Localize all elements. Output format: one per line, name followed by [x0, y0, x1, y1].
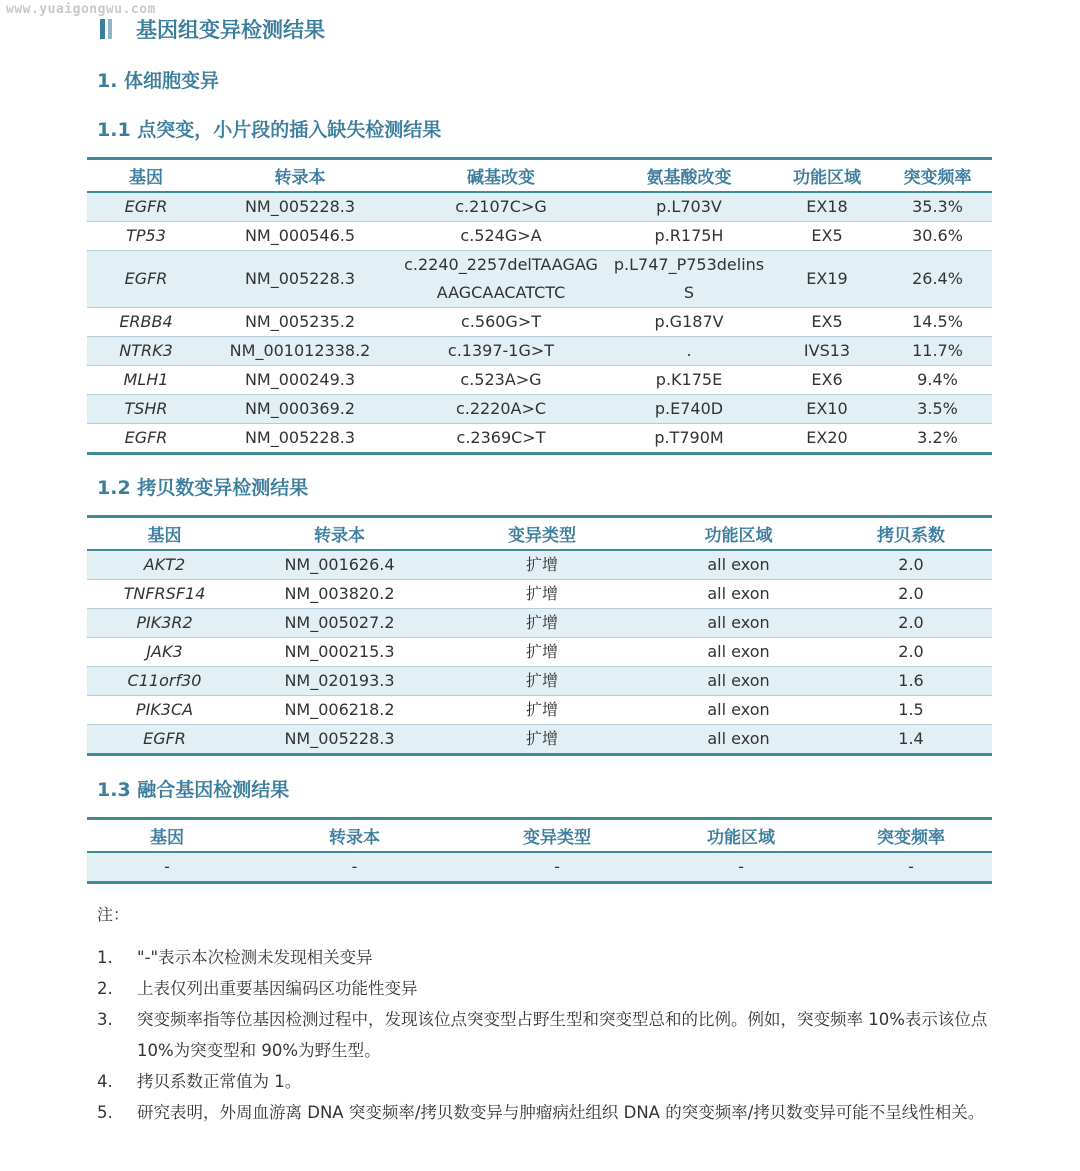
table-cell: all exon [647, 579, 830, 608]
table-row [87, 852, 992, 883]
table-cell: 2.0 [830, 637, 992, 666]
gene-cell: EGFR [87, 250, 205, 307]
note-number: 2. [97, 979, 113, 998]
column-header: 突变频率 [883, 159, 992, 192]
table-cell: . [607, 336, 771, 365]
table-cell: NM_000546.5 [205, 221, 395, 250]
table-cell: EX20 [771, 423, 883, 453]
note-item [97, 1066, 997, 1097]
table-cell: p.E740D [607, 394, 771, 423]
column-header: 氨基酸改变 [607, 159, 771, 192]
page-title [100, 14, 325, 44]
table-cell: NM_005228.3 [205, 423, 395, 453]
section-somatic-heading: 1. 体细胞变异 [97, 70, 220, 92]
table-cell: NM_000249.3 [205, 365, 395, 394]
table-cell: NM_005228.3 [242, 724, 437, 754]
table-cell: NM_000369.2 [205, 394, 395, 423]
table-cell: 1.6 [830, 666, 992, 695]
table-cell: EX5 [771, 221, 883, 250]
table-cell: 扩增 [437, 608, 647, 637]
gene-cell: TP53 [87, 221, 205, 250]
gene-cell: - [87, 852, 247, 883]
note-number: 1. [97, 948, 113, 967]
table-cell: EX10 [771, 394, 883, 423]
gene-cell: TSHR [87, 394, 205, 423]
column-header: 功能区域 [771, 159, 883, 192]
column-header: 基因 [87, 819, 247, 852]
table-cell: NM_003820.2 [242, 579, 437, 608]
table-cell: 35.3% [883, 192, 992, 222]
table-row [87, 608, 992, 637]
table-cell: p.T790M [607, 423, 771, 453]
column-header: 转录本 [247, 819, 462, 852]
table-header-row [87, 517, 992, 550]
fusion-table [87, 817, 992, 884]
table-cell: 30.6% [883, 221, 992, 250]
table-cell: EX19 [771, 250, 883, 307]
column-header: 突变频率 [830, 819, 992, 852]
table-cell: 14.5% [883, 307, 992, 336]
gene-cell: AKT2 [87, 550, 242, 580]
column-header: 拷贝系数 [830, 517, 992, 550]
note-item [97, 942, 997, 973]
table-cell: - [652, 852, 830, 883]
table-cell: c.524G>A [395, 221, 607, 250]
table-cell: 扩增 [437, 695, 647, 724]
section-fusion-heading: 1.3 融合基因检测结果 [97, 779, 290, 801]
section-cnv-heading: 1.2 拷贝数变异检测结果 [97, 477, 309, 499]
gene-cell: NTRK3 [87, 336, 205, 365]
table-cell: p.G187V [607, 307, 771, 336]
snv-indel-table [87, 157, 992, 455]
note-item [97, 1004, 997, 1066]
table-row [87, 394, 992, 423]
table-cell: NM_020193.3 [242, 666, 437, 695]
table-cell: c.1397-1G>T [395, 336, 607, 365]
table-cell: all exon [647, 637, 830, 666]
gene-cell: EGFR [87, 192, 205, 222]
table-cell: - [830, 852, 992, 883]
table-cell: 26.4% [883, 250, 992, 307]
table-cell: c.2240_2257delTAAGAG AAGCAACATCTC [395, 250, 607, 307]
table-row [87, 579, 992, 608]
table-cell: EX5 [771, 307, 883, 336]
gene-cell: PIK3CA [87, 695, 242, 724]
column-header: 基因 [87, 517, 242, 550]
gene-cell: TNFRSF14 [87, 579, 242, 608]
table-cell: NM_001012338.2 [205, 336, 395, 365]
gene-cell: ERBB4 [87, 307, 205, 336]
table-cell: all exon [647, 666, 830, 695]
note-item [97, 973, 997, 1004]
gene-cell: C11orf30 [87, 666, 242, 695]
table-row [87, 695, 992, 724]
gene-cell: JAK3 [87, 637, 242, 666]
notes-list [97, 942, 997, 1128]
table-row [87, 550, 992, 580]
table-row [87, 637, 992, 666]
table-row [87, 307, 992, 336]
note-text: "-"表示本次检测未发现相关变异 [137, 948, 373, 967]
table-cell: NM_000215.3 [242, 637, 437, 666]
table-cell: NM_006218.2 [242, 695, 437, 724]
table-row [87, 724, 992, 754]
table-cell: - [462, 852, 652, 883]
note-number: 5. [97, 1103, 113, 1122]
column-header: 碱基改变 [395, 159, 607, 192]
table-cell: NM_005027.2 [242, 608, 437, 637]
table-cell: all exon [647, 724, 830, 754]
table-cell: p.R175H [607, 221, 771, 250]
table-cell: IVS13 [771, 336, 883, 365]
column-header: 功能区域 [647, 517, 830, 550]
title-marker-icon [100, 19, 112, 39]
table-row [87, 423, 992, 453]
table-cell: 扩增 [437, 724, 647, 754]
table-row [87, 666, 992, 695]
table-row [87, 365, 992, 394]
gene-cell: EGFR [87, 423, 205, 453]
table-cell: NM_001626.4 [242, 550, 437, 580]
table-cell: 2.0 [830, 608, 992, 637]
table-cell: all exon [647, 608, 830, 637]
table-row [87, 250, 992, 307]
table-header-row [87, 159, 992, 192]
cnv-table [87, 515, 992, 756]
table-cell: 扩增 [437, 637, 647, 666]
table-cell: 9.4% [883, 365, 992, 394]
table-cell: EX18 [771, 192, 883, 222]
table-header-row [87, 819, 992, 852]
note-text: 拷贝系数正常值为 1。 [137, 1072, 302, 1091]
table-cell: p.K175E [607, 365, 771, 394]
column-header: 变异类型 [462, 819, 652, 852]
table-cell: 扩增 [437, 666, 647, 695]
note-text: 上表仅列出重要基因编码区功能性变异 [137, 979, 418, 998]
note-text: 研究表明，外周血游离 DNA 突变频率/拷贝数变异与肿瘤病灶组织 DNA 的突变频率/拷贝数变异可能不呈线性相关。 [137, 1103, 985, 1122]
column-header: 转录本 [205, 159, 395, 192]
table-cell: 1.5 [830, 695, 992, 724]
section-snv-heading: 1.1 点突变，小片段的插入缺失检测结果 [97, 119, 442, 141]
table-cell: p.L703V [607, 192, 771, 222]
table-cell: c.2220A>C [395, 394, 607, 423]
table-cell: 11.7% [883, 336, 992, 365]
note-number: 3. [97, 1010, 113, 1029]
table-cell: NM_005235.2 [205, 307, 395, 336]
table-row [87, 221, 992, 250]
watermark-text: www.yuaigongwu.com [6, 2, 156, 17]
column-header: 变异类型 [437, 517, 647, 550]
gene-cell: PIK3R2 [87, 608, 242, 637]
gene-cell: EGFR [87, 724, 242, 754]
column-header: 功能区域 [652, 819, 830, 852]
table-cell: NM_005228.3 [205, 250, 395, 307]
table-cell: all exon [647, 695, 830, 724]
gene-cell: MLH1 [87, 365, 205, 394]
note-text: 突变频率指等位基因检测过程中，发现该位点突变型占野生型和突变型总和的比例。例如，突变频率 10%表示该位点 10%为突变型和 90%为野生型。 [137, 1010, 988, 1060]
table-cell: NM_005228.3 [205, 192, 395, 222]
table-cell: 扩增 [437, 550, 647, 580]
table-cell: c.2369C>T [395, 423, 607, 453]
table-cell: - [247, 852, 462, 883]
table-cell: 3.2% [883, 423, 992, 453]
table-cell: 2.0 [830, 579, 992, 608]
table-cell: 扩增 [437, 579, 647, 608]
table-cell: c.560G>T [395, 307, 607, 336]
table-row [87, 336, 992, 365]
table-cell: 2.0 [830, 550, 992, 580]
table-row [87, 192, 992, 222]
table-cell: c.523A>G [395, 365, 607, 394]
table-cell: EX6 [771, 365, 883, 394]
table-cell: 1.4 [830, 724, 992, 754]
column-header: 基因 [87, 159, 205, 192]
table-cell: 3.5% [883, 394, 992, 423]
column-header: 转录本 [242, 517, 437, 550]
table-cell: p.L747_P753delins S [607, 250, 771, 307]
table-cell: all exon [647, 550, 830, 580]
note-number: 4. [97, 1072, 113, 1091]
notes-label: 注： [97, 905, 130, 924]
note-item [97, 1097, 997, 1128]
table-cell: c.2107C>G [395, 192, 607, 222]
page-title-text: 基因组变异检测结果 [136, 18, 325, 42]
